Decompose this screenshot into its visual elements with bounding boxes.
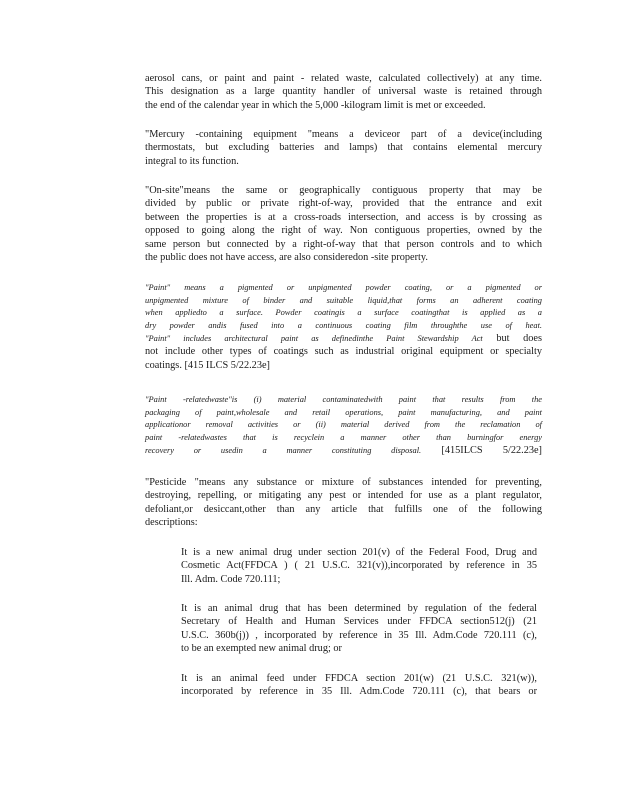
text-span: recovery or usedin a manner constituting disposal.: [145, 445, 422, 455]
text-line: to be an exempted new animal drug; or: [181, 643, 342, 655]
text-line: Cosmetic Act(FFDCA ) ( 21 U.S.C. 321(v)),incorporated by reference in 35: [181, 560, 537, 572]
text-line: It is an animal drug that has been determined by regulation of the federal: [181, 603, 537, 614]
text-line: It is an animal feed under FFDCA section 201(w) (21 U.S.C. 321(w)),: [181, 673, 537, 684]
subitem-animal-feed: [181, 672, 537, 699]
text-line: descriptions:: [145, 517, 198, 529]
text-line: thermostats, but excluding batteries and lamps) that contains elemental mercury: [145, 142, 542, 154]
text-line: applicationor removal activities or (ii) material derived from the reclamation of: [145, 420, 542, 430]
text-line: the public does not have access, are also consideredon -site property.: [145, 251, 428, 263]
text-line: destroying, repelling, or mitigating any pest or intended for use as a plant regulator,: [145, 490, 542, 502]
text-line: incorporated by reference in 35 Ill. Adm.Code 720.111 (c), that bears or: [181, 686, 537, 698]
subitem-exempted-animal-drug: [181, 602, 537, 656]
text-line: paint -relatedwastes that is recyclein a manner other than burningfor energy: [145, 433, 542, 443]
text-line: "Paint -relatedwaste"is (i) material contaminatedwith paint that results from the: [145, 395, 542, 404]
text-line: not include other types of coatings such as industrial original equipment or specialty: [145, 346, 542, 358]
text-line: Ill. Adm. Code 720.111;: [181, 573, 281, 585]
text-line: dry powder andis fused into a continuous coating film throughthe use of heat.: [145, 321, 542, 331]
text-span: [415ILCS 5/22.23e]: [421, 444, 542, 456]
subitem-new-animal-drug: [181, 546, 537, 586]
text-line: unpigmented mixture of binder and suitable liquid,that forms an adherent coating: [145, 295, 542, 305]
paragraph-paint-related-waste: [145, 394, 542, 457]
paragraph-pesticide: [145, 476, 542, 530]
paragraph-large-quantity-handler: [145, 72, 542, 112]
text-line: aerosol cans, or paint and paint - related waste, calculated collectively) at any time.: [145, 73, 542, 84]
text-line: opposed to going along the right of way. Non contiguous properties, owned by the: [145, 225, 542, 237]
text-line: "Mercury -containing equipment "means a deviceor part of a device(including: [145, 129, 542, 140]
text-line: the end of the calendar year in which the 5,000 -kilogram limit is met or exceeded.: [145, 99, 486, 111]
text-line: when appliedto a surface. Powder coatingis a surface coatingthat is applied as a: [145, 308, 542, 318]
text-line: "Pesticide "means any substance or mixture of substances intended for preventing,: [145, 477, 542, 488]
text-line: between the properties is at a cross-roads intersection, and access is by crossing as: [145, 211, 542, 223]
text-line: defoliant,or desiccant,other than any article that fulfills one of the following: [145, 503, 542, 515]
text-line: [145, 333, 542, 346]
text-line: This designation as a large quantity handler of universal waste is retained through: [145, 86, 542, 98]
text-line: "On-site"means the same or geographically contiguous property that may be: [145, 185, 542, 196]
paragraph-paint: [145, 282, 542, 372]
text-line: It is a new animal drug under section 201(v) of the Federal Food, Drug and: [181, 547, 537, 558]
text-line: integral to its function.: [145, 155, 239, 167]
text-line: divided by public or private right-of-way, provided that the entrance and exit: [145, 198, 542, 210]
paragraph-mercury-equipment: [145, 128, 542, 168]
text-line: Secretary of Health and Human Services under FFDCA section512(j) (21: [181, 616, 537, 628]
text-line: coatings. [415 ILCS 5/22.23e]: [145, 359, 270, 371]
text-line: same person but connected by a right-of-way that that person controls and to which: [145, 238, 542, 250]
text-span: "Paint" includes architectural paint as definedinthe Paint Stewardship Act: [145, 333, 483, 343]
text-span: but does: [482, 332, 542, 344]
text-line: [145, 445, 542, 458]
text-line: U.S.C. 360b(j)) , incorporated by reference in 35 Ill. Adm.Code 720.111 (c),: [181, 629, 537, 641]
text-line: "Paint" means a pigmented or unpigmented powder coating, or a pigmented or: [145, 283, 542, 292]
paragraph-on-site: [145, 184, 542, 264]
text-line: packaging of paint,wholesale and retail operations, paint manufacturing, and paint: [145, 407, 542, 417]
